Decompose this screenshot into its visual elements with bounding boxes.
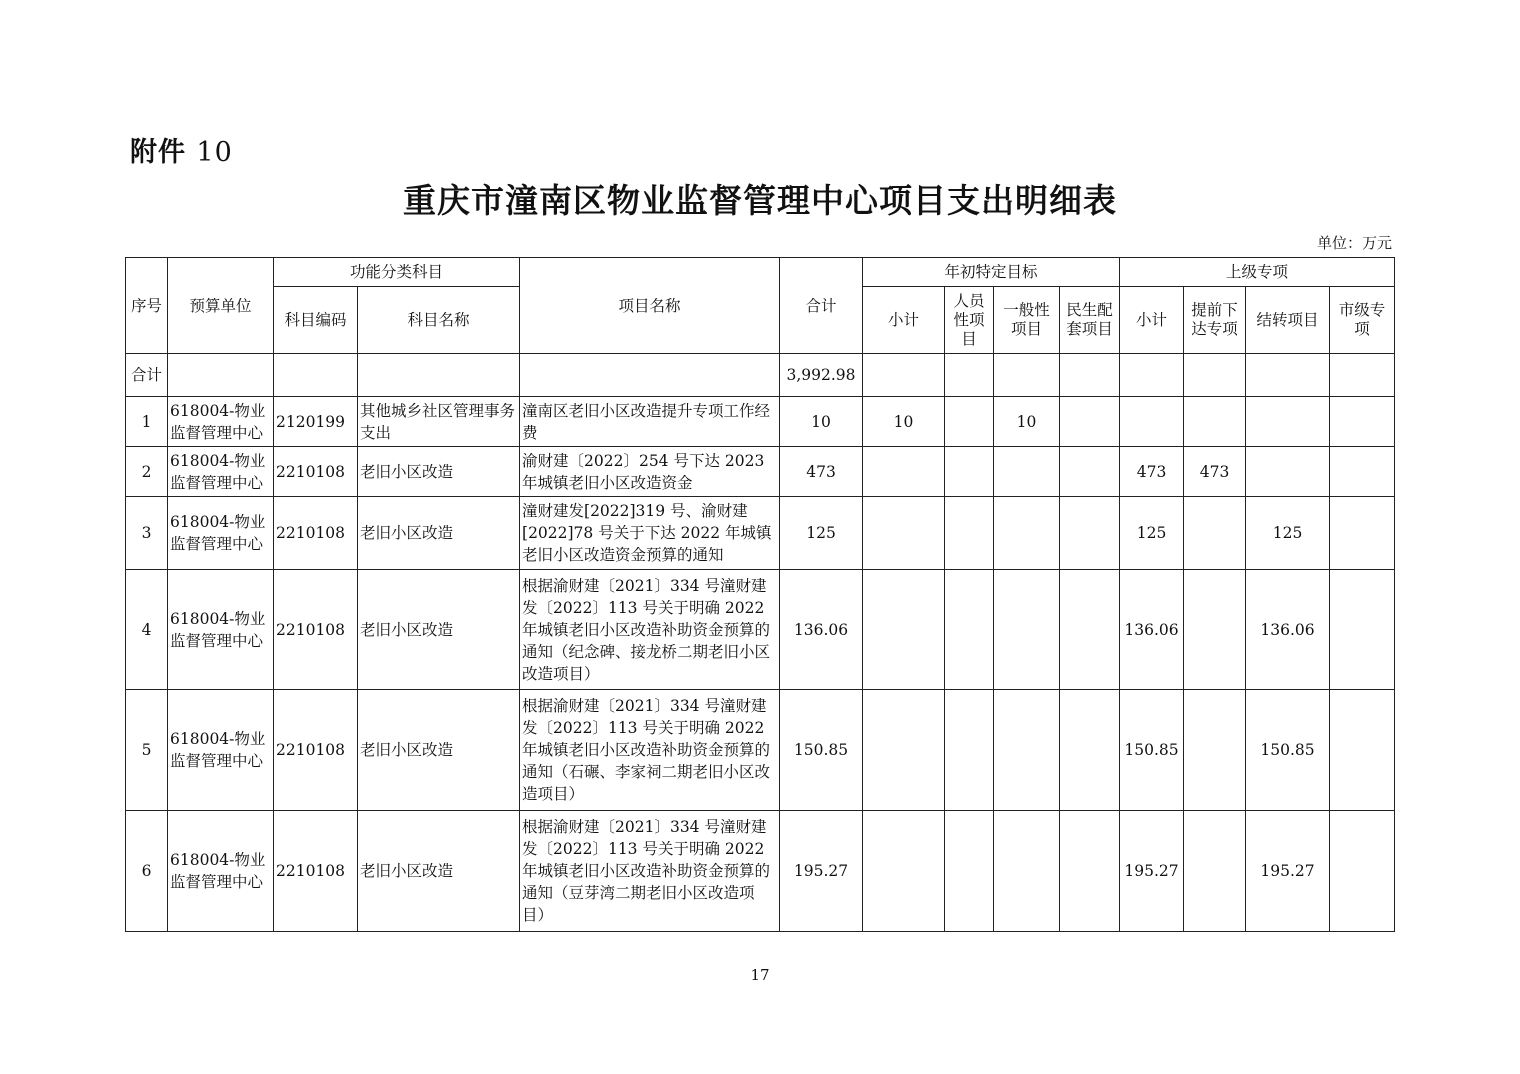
header-personnel-project: 人员性项目 (945, 287, 994, 354)
row-upper-subtotal: 473 (1120, 447, 1184, 497)
total-empty (1246, 354, 1330, 397)
total-value: 3,992.98 (780, 354, 863, 397)
row-project-name: 潼财建发[2022]319 号、渝财建[2022]78 号关于下达 2022 年城镇老旧小区改造资金预算的通知 (520, 497, 780, 570)
row-livelihood (1060, 690, 1120, 811)
row-seq: 6 (126, 811, 168, 932)
row-upper-subtotal: 195.27 (1120, 811, 1184, 932)
row-carry (1246, 447, 1330, 497)
row-general (994, 690, 1060, 811)
row-seq: 3 (126, 497, 168, 570)
row-carry: 150.85 (1246, 690, 1330, 811)
row-personnel (945, 690, 994, 811)
header-total: 合计 (780, 258, 863, 354)
row-city (1330, 570, 1395, 690)
row-livelihood (1060, 447, 1120, 497)
row-personnel (945, 397, 994, 447)
table-row (126, 497, 1395, 570)
row-seq: 1 (126, 397, 168, 447)
row-subject-name: 老旧小区改造 (358, 497, 520, 570)
row-subject-code: 2210108 (274, 447, 358, 497)
row-total: 473 (780, 447, 863, 497)
row-target-subtotal (863, 447, 945, 497)
table-row (126, 811, 1395, 932)
header-budget-unit: 预算单位 (168, 258, 274, 354)
row-total: 125 (780, 497, 863, 570)
total-empty (994, 354, 1060, 397)
total-label: 合计 (126, 354, 168, 397)
document-title: 重庆市潼南区物业监督管理中心项目支出明细表 (403, 181, 1117, 220)
total-empty (168, 354, 274, 397)
row-general: 10 (994, 397, 1060, 447)
row-project-name: 根据渝财建〔2021〕334 号潼财建发〔2022〕113 号关于明确 2022 年城镇老旧小区改造补助资金预算的通知（纪念碑、接龙桥二期老旧小区改造项目） (520, 570, 780, 690)
row-target-subtotal (863, 811, 945, 932)
row-total: 195.27 (780, 811, 863, 932)
row-total: 136.06 (780, 570, 863, 690)
row-advance (1184, 811, 1246, 932)
row-upper-subtotal (1120, 397, 1184, 447)
total-empty (274, 354, 358, 397)
row-carry: 125 (1246, 497, 1330, 570)
row-general (994, 447, 1060, 497)
row-general (994, 811, 1060, 932)
row-seq: 4 (126, 570, 168, 690)
row-budget-unit: 618004-物业监督管理中心 (168, 690, 274, 811)
row-subject-code: 2120199 (274, 397, 358, 447)
total-empty (945, 354, 994, 397)
row-target-subtotal (863, 690, 945, 811)
row-advance (1184, 497, 1246, 570)
total-empty (1120, 354, 1184, 397)
row-general (994, 570, 1060, 690)
row-city (1330, 397, 1395, 447)
total-empty (1184, 354, 1246, 397)
table-row (126, 447, 1395, 497)
table-row (126, 690, 1395, 811)
row-advance (1184, 690, 1246, 811)
row-livelihood (1060, 811, 1120, 932)
row-target-subtotal (863, 570, 945, 690)
row-carry: 195.27 (1246, 811, 1330, 932)
row-subject-code: 2210108 (274, 690, 358, 811)
row-livelihood (1060, 497, 1120, 570)
header-target-group: 年初特定目标 (863, 258, 1120, 287)
unit-label: 单位：万元 (1316, 234, 1392, 252)
row-total: 150.85 (780, 690, 863, 811)
row-advance: 473 (1184, 447, 1246, 497)
row-budget-unit: 618004-物业监督管理中心 (168, 811, 274, 932)
row-project-name: 潼南区老旧小区改造提升专项工作经费 (520, 397, 780, 447)
header-project-name: 项目名称 (520, 258, 780, 354)
table-row (126, 397, 1395, 447)
header-target-subtotal: 小计 (863, 287, 945, 354)
row-livelihood (1060, 570, 1120, 690)
row-subject-name: 老旧小区改造 (358, 811, 520, 932)
total-empty (863, 354, 945, 397)
row-subject-name: 其他城乡社区管理事务支出 (358, 397, 520, 447)
header-upper-subtotal: 小计 (1120, 287, 1184, 354)
row-upper-subtotal: 136.06 (1120, 570, 1184, 690)
row-subject-name: 老旧小区改造 (358, 690, 520, 811)
row-city (1330, 497, 1395, 570)
row-budget-unit: 618004-物业监督管理中心 (168, 570, 274, 690)
row-livelihood (1060, 397, 1120, 447)
row-general (994, 497, 1060, 570)
row-target-subtotal: 10 (863, 397, 945, 447)
header-livelihood-project: 民生配套项目 (1060, 287, 1120, 354)
total-empty (1060, 354, 1120, 397)
page-number: 17 (750, 966, 770, 984)
row-subject-code: 2210108 (274, 570, 358, 690)
row-budget-unit: 618004-物业监督管理中心 (168, 497, 274, 570)
row-subject-code: 2210108 (274, 497, 358, 570)
row-personnel (945, 570, 994, 690)
row-carry (1246, 397, 1330, 447)
header-general-project: 一般性项目 (994, 287, 1060, 354)
row-advance (1184, 570, 1246, 690)
header-subject-name: 科目名称 (358, 287, 520, 354)
header-city-project: 市级专项 (1330, 287, 1395, 354)
row-subject-name: 老旧小区改造 (358, 570, 520, 690)
row-budget-unit: 618004-物业监督管理中心 (168, 397, 274, 447)
row-city (1330, 447, 1395, 497)
row-advance (1184, 397, 1246, 447)
attachment-number: 10 (196, 137, 233, 168)
expenditure-table (125, 257, 1395, 932)
row-subject-code: 2210108 (274, 811, 358, 932)
row-upper-subtotal: 125 (1120, 497, 1184, 570)
row-personnel (945, 811, 994, 932)
row-project-name: 根据渝财建〔2021〕334 号潼财建发〔2022〕113 号关于明确 2022 年城镇老旧小区改造补助资金预算的通知（豆芽湾二期老旧小区改造项目） (520, 811, 780, 932)
header-subject-code: 科目编码 (274, 287, 358, 354)
table-row (126, 570, 1395, 690)
row-personnel (945, 447, 994, 497)
row-seq: 5 (126, 690, 168, 811)
row-subject-name: 老旧小区改造 (358, 447, 520, 497)
row-target-subtotal (863, 497, 945, 570)
total-empty (520, 354, 780, 397)
row-project-name: 渝财建〔2022〕254 号下达 2023 年城镇老旧小区改造资金 (520, 447, 780, 497)
row-city (1330, 690, 1395, 811)
row-budget-unit: 618004-物业监督管理中心 (168, 447, 274, 497)
total-empty (1330, 354, 1395, 397)
row-personnel (945, 497, 994, 570)
header-seq: 序号 (126, 258, 168, 354)
row-carry: 136.06 (1246, 570, 1330, 690)
header-carry-project: 结转项目 (1246, 287, 1330, 354)
row-seq: 2 (126, 447, 168, 497)
header-advance-project: 提前下达专项 (1184, 287, 1246, 354)
row-city (1330, 811, 1395, 932)
header-func-group: 功能分类科目 (274, 258, 520, 287)
attachment-prefix: 附件 (130, 137, 186, 168)
header-row-1 (126, 258, 1395, 287)
attachment-label (130, 130, 233, 169)
header-upper-group: 上级专项 (1120, 258, 1395, 287)
row-upper-subtotal: 150.85 (1120, 690, 1184, 811)
total-empty (358, 354, 520, 397)
total-row (126, 354, 1395, 397)
row-total: 10 (780, 397, 863, 447)
row-project-name: 根据渝财建〔2021〕334 号潼财建发〔2022〕113 号关于明确 2022 年城镇老旧小区改造补助资金预算的通知（石碾、李家祠二期老旧小区改造项目） (520, 690, 780, 811)
